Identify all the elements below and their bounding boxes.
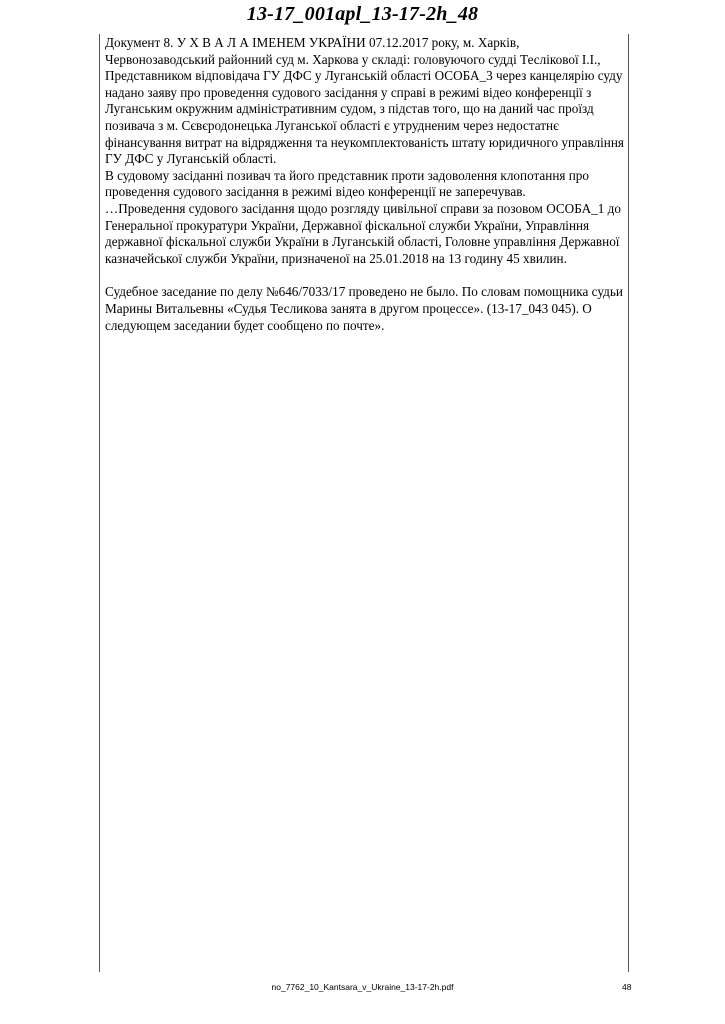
- plaintiff-position-paragraph: В судовому засіданні позивач та його представник проти задоволення клопотання про проведення судового засідання в режимі відео конференції не заперечував.: [105, 167, 589, 200]
- page-header-title: 13-17_001apl_13-17-2h_48: [246, 3, 479, 25]
- footer-page-number: 48: [622, 982, 632, 992]
- document-body: [105, 35, 625, 334]
- defendant-representative-paragraph: Представником відповідача ГУ ДФС у Луганській області ОСОБА_3 через канцелярію суду надано заяву про проведення судового засідання у справі в режимі відео конференції з Луганським окружним адміністративним судом, з підстав того, що на даний час проїзд позивача з м. Сєвєродонецька Луганської області є утрудненим через недостатнє фінансування витрат на відрядження та неукомплектованість штату юридичного управління ГУ ДФС у Луганській області.: [105, 68, 624, 167]
- paragraph-spacer: [105, 267, 625, 284]
- footer-filename: no_7762_10_Kantsara_v_Ukraine_13-17-2h.pdf: [271, 982, 454, 992]
- hearing-schedule-paragraph: …Проведення судового засідання щодо розгляду цивільної справи за позовом ОСОБА_1 до Генеральної прокуратури України, Державної фіскальної служби України, Управління державної фіскальної служби України в Луганській області, Головне управління Державної казначейської служби України, призначеної на 25.01.2018 на 13 годину 45 хвилин.: [105, 200, 621, 266]
- left-margin-rule: [99, 34, 100, 972]
- right-margin-rule: [628, 34, 629, 972]
- document-reference-paragraph: Документ 8. У Х В А Л А ІМЕНЕМ УКРАЇНИ 07.12.2017 року, м. Харків, Червонозаводський районний суд м. Харкова у складі: головуючого судді Теслікової І.І.,: [105, 35, 601, 67]
- hearing-not-held-paragraph: Судебное заседание по делу №646/7033/17 проведено не было. По словам помощника судьи Марины Витальевны «Судья Тесликова занята в другом процессе». (13-17_043 045). О следующем заседании будет сообщено по почте».: [105, 284, 623, 333]
